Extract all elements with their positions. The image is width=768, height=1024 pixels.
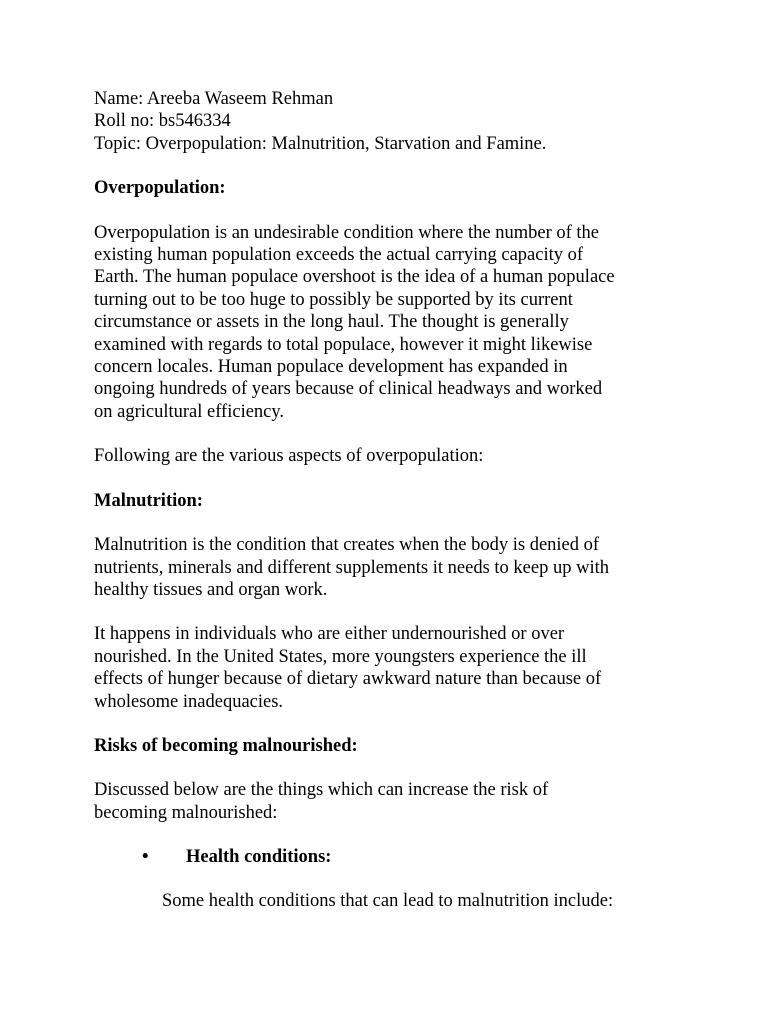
- paragraph-line: wholesome inadequacies.: [94, 691, 284, 712]
- paragraph-line: turning out to be too huge to possibly be supported by its current: [94, 289, 573, 310]
- paragraph-line: Malnutrition is the condition that creates when the body is denied of: [94, 535, 600, 556]
- bullet-item-health-conditions: [142, 846, 694, 868]
- paragraph-line: nutrients, minerals and different supplements it needs to keep up with: [94, 557, 609, 578]
- paragraph-line: ongoing hundreds of years because of clinical headways and worked: [94, 379, 603, 400]
- overpopulation-heading: Overpopulation:: [94, 178, 226, 199]
- paragraph-line: healthy tissues and organ work.: [94, 579, 328, 600]
- bullet-label: Health conditions:: [186, 847, 332, 868]
- author-name-line: Name: Areeba Waseem Rehman: [94, 89, 334, 109]
- paragraph-line: effects of hunger because of dietary awkward nature than because of: [94, 669, 602, 690]
- risks-heading: Risks of becoming malnourished:: [94, 735, 358, 756]
- roll-number-line: Roll no: bs546334: [94, 111, 231, 132]
- paragraph-line: concern locales. Human populace development has expanded in: [94, 357, 568, 378]
- paragraph-line: Earth. The human populace overshoot is the idea of a human populace: [94, 267, 615, 288]
- aspects-intro-line: Following are the various aspects of overpopulation:: [94, 446, 484, 467]
- overpopulation-paragraph: [94, 222, 694, 424]
- paragraph-line: It happens in individuals who are either undernourished or over: [94, 624, 565, 645]
- malnutrition-paragraph-1: [94, 534, 694, 601]
- document-body: [94, 88, 694, 913]
- paragraph-line: Discussed below are the things which can increase the risk of: [94, 780, 549, 801]
- paragraph-line: Overpopulation is an undesirable condition where the number of the: [94, 222, 600, 243]
- paragraph-line: examined with regards to total populace, however it might likewise: [94, 334, 593, 355]
- malnutrition-heading: Malnutrition:: [94, 490, 203, 511]
- paragraph-line: circumstance or assets in the long haul. The thought is generally: [94, 312, 569, 333]
- health-conditions-intro-line: Some health conditions that can lead to malnutrition include:: [162, 891, 614, 912]
- paragraph-line: on agricultural efficiency.: [94, 401, 285, 422]
- paragraph-line: becoming malnourished:: [94, 802, 278, 823]
- bullet-icon: •: [142, 847, 149, 868]
- paragraph-line: nourished. In the United States, more youngsters experience the ill: [94, 646, 587, 667]
- malnutrition-paragraph-2: [94, 623, 694, 713]
- topic-line: Topic: Overpopulation: Malnutrition, Starvation and Famine.: [94, 133, 547, 154]
- risks-intro-paragraph: [94, 779, 694, 824]
- paragraph-line: existing human population exceeds the actual carrying capacity of: [94, 245, 584, 266]
